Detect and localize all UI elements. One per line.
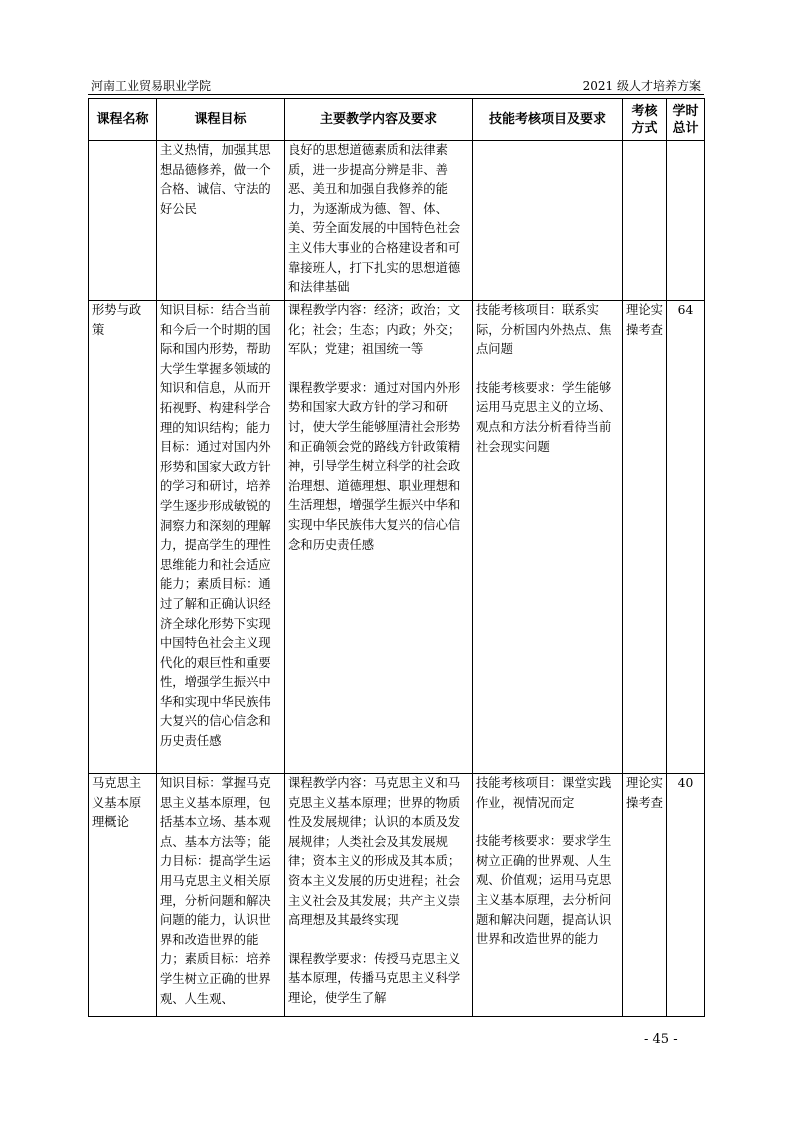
course-name-cell: 马克思主义基本原理概论 <box>89 774 157 1017</box>
content-requirements: 课程教学要求：传授马克思主义基本原理，传播马克思主义科学理论，使学生了解 <box>288 951 461 1005</box>
course-goal-cell: 知识目标：掌握马克思主义基本原理，包括基本立场、基本观点、基本方法等；能力目标：提高学生运用马克思主义相关原理，分析问题和解决问题的能力，认识世界和改造世界的能力；素质目标：培养学生树立正确的世界观、人生观、 <box>157 774 285 1017</box>
table-row <box>89 141 705 301</box>
skill-item: 技能考核项目：联系实际，分析国内外热点、焦点问题 <box>476 303 612 357</box>
content-cell <box>285 301 473 774</box>
page-header <box>88 76 704 95</box>
skill-requirements: 技能考核要求：要求学生树立正确的世界观、人生观、价值观；运用马克思主义基本原理，去分析问题和解决问题，提高认识世界和改造世界的能力 <box>476 834 612 947</box>
skill-cell <box>473 301 623 774</box>
course-name-cell: 形势与政策 <box>89 301 157 774</box>
page-number: - 45 - <box>644 1032 678 1047</box>
hours-cell <box>667 141 705 301</box>
hours-cell: 64 <box>667 301 705 774</box>
content-text: 课程教学内容：经济；政治；文化；社会；生态；内政；外交；军队；党建；祖国统一等 <box>288 303 461 357</box>
hours-cell: 40 <box>667 774 705 1017</box>
skill-requirements: 技能考核要求：学生能够运用马克思主义的立场、观点和方法分析看待当前社会现实问题 <box>476 380 612 454</box>
course-goal-cell: 知识目标：结合当前和今后一个时期的国际和国内形势，帮助大学生掌握多领域的知识和信息，从而开拓视野、构建科学合理的知识结构；能力目标：通过对国内外形势和国家大政方针的学习和研讨，培养学生逐步形成敏锐的洞察力和深刻的理解力，提高学生的理性思维能力和社会适应能力；素质目标：通过了解和正确认识经济全球化形势下实现中国特色社会主义现代化的艰巨性和重要性，增强学生振兴中华和实现中华民族伟大复兴的信心信念和历史责任感 <box>157 301 285 774</box>
table-header-row <box>89 99 705 141</box>
skill-cell <box>473 141 623 301</box>
table-row <box>89 774 705 1017</box>
school-name: 河南工业贸易职业学院 <box>91 79 212 93</box>
col-header-course-goal: 课程目标 <box>157 99 285 141</box>
content-cell <box>285 141 473 301</box>
content-text: 良好的思想道德素质和法律素质，进一步提高分辨是非、善恶、美丑和加强自我修养的能力，为逐渐成为德、智、体、美、劳全面发展的中国特色社会主义伟大事业的合格建设者和可靠接班人，打下扎实的思想道德和法律基础 <box>288 143 461 295</box>
content-text: 课程教学内容：马克思主义和马克思主义基本原理；世界的物质性及发展规律；认识的本质及发展规律；人类社会及其发展规律；资本主义的形成及其本质；资本主义发展的历史进程；社会主义社会及其发展；共产主义崇高理想及其最终实现 <box>288 776 461 928</box>
col-header-course-name: 课程名称 <box>89 99 157 141</box>
course-goal-cell: 主义热情，加强其思想品德修养，做一个合格、诚信、守法的好公民 <box>157 141 285 301</box>
document-title: 2021 级人才培养方案 <box>582 79 701 93</box>
curriculum-table <box>88 98 705 1017</box>
content-requirements: 课程教学要求：通过对国内外形势和国家大政方针的学习和研讨，使大学生能够厘清社会形势和正确领会党的路线方针政策精神，引导学生树立科学的社会政治理想、道德理想、职业理想和生活理想，增强学生振兴中华和实现中华民族伟大复兴的信心信念和历史责任感 <box>288 380 461 552</box>
method-cell: 理论实操考查 <box>623 301 667 774</box>
col-header-skill: 技能考核项目及要求 <box>473 99 623 141</box>
course-name-cell <box>89 141 157 301</box>
col-header-content: 主要教学内容及要求 <box>285 99 473 141</box>
col-header-hours: 学时 总计 <box>667 99 705 141</box>
content-cell <box>285 774 473 1017</box>
skill-cell <box>473 774 623 1017</box>
skill-item: 技能考核项目：课堂实践作业，视情况而定 <box>476 776 612 810</box>
table-row <box>89 301 705 774</box>
method-cell: 理论实操考查 <box>623 774 667 1017</box>
col-header-method: 考核 方式 <box>623 99 667 141</box>
method-cell <box>623 141 667 301</box>
